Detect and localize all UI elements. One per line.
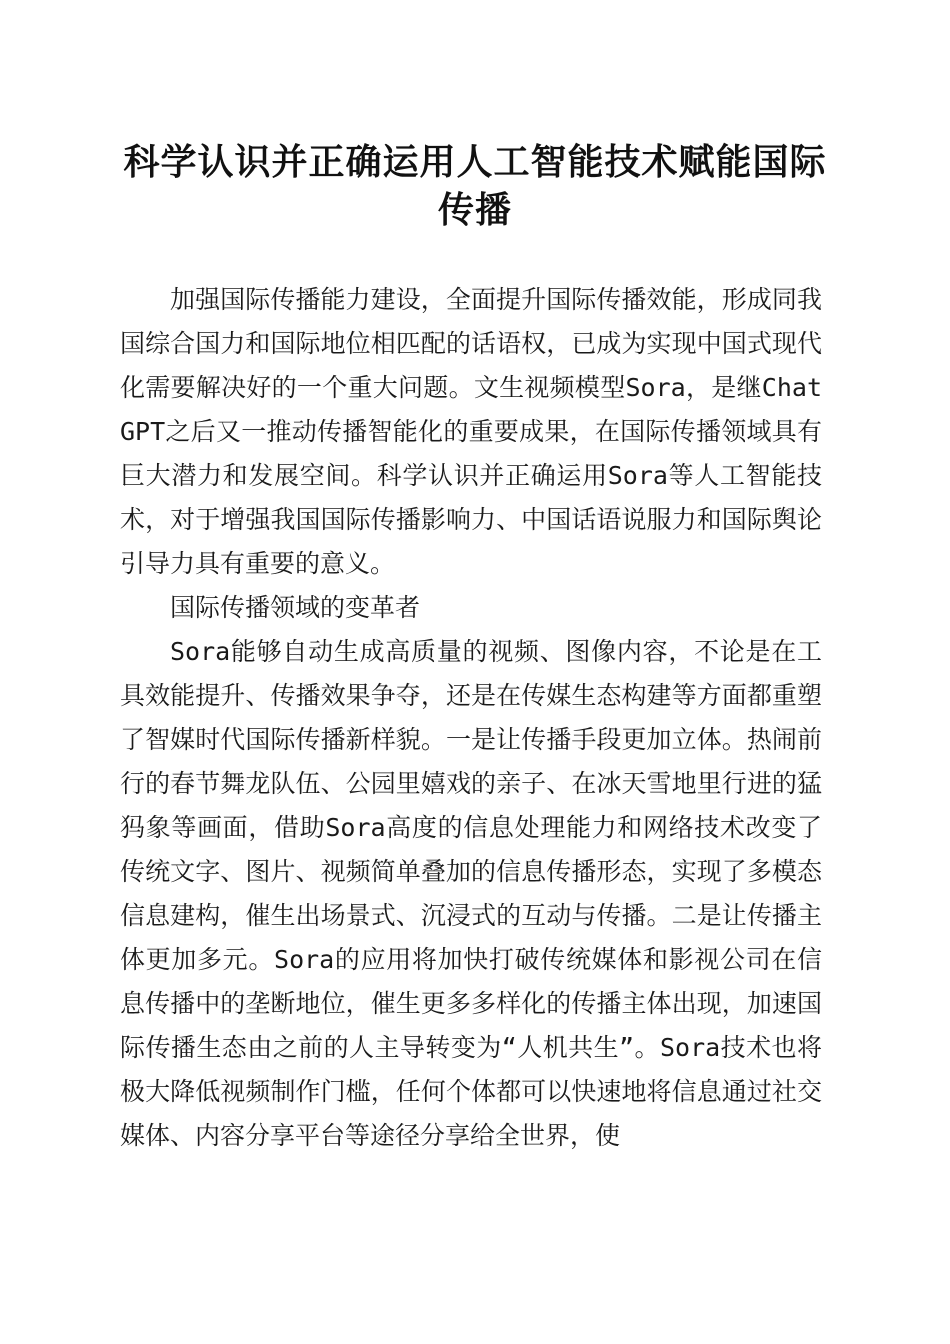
document-title: 科学认识并正确运用人工智能技术赋能国际传播 (123, 141, 827, 231)
intro-paragraph: 加强国际传播能力建设，全面提升国际传播效能，形成同我国综合国力和国际地位相匹配的话语权，已成为实现中国式现代化需要解决好的一个重大问题。文生视频模型Sora，是继ChatGPT之后又一推动传播智能化的重要成果，在国际传播领域具有巨大潜力和发展空间。科学认识并正确运用Sora等人工智能技术，对于增强我国国际传播影响力、中国话语说服力和国际舆论引导力具有重要的意义。 (120, 285, 822, 578)
document-body (120, 278, 822, 1158)
section-paragraph: Sora能够自动生成高质量的视频、图像内容，不论是在工具效能提升、传播效果争夺，还是在传媒生态构建等方面都重塑了智媒时代国际传播新样貌。一是让传播手段更加立体。热闹前行的春节舞龙队伍、公园里嬉戏的亲子、在冰天雪地里行进的猛犸象等画面，借助Sora高度的信息处理能力和网络技术改变了传统文字、图片、视频简单叠加的信息传播形态，实现了多模态信息建构，催生出场景式、沉浸式的互动与传播。二是让传播主体更加多元。Sora的应用将加快打破传统媒体和影视公司在信息传播中的垄断地位，催生更多多样化的传播主体出现，加速国际传播生态由之前的人主导转变为“人机共生”。Sora技术也将极大降低视频制作门槛，任何个体都可以快速地将信息通过社交媒体、内容分享平台等途径分享给全世界，使 (120, 637, 822, 1150)
section-heading: 国际传播领域的变革者 (170, 593, 421, 622)
